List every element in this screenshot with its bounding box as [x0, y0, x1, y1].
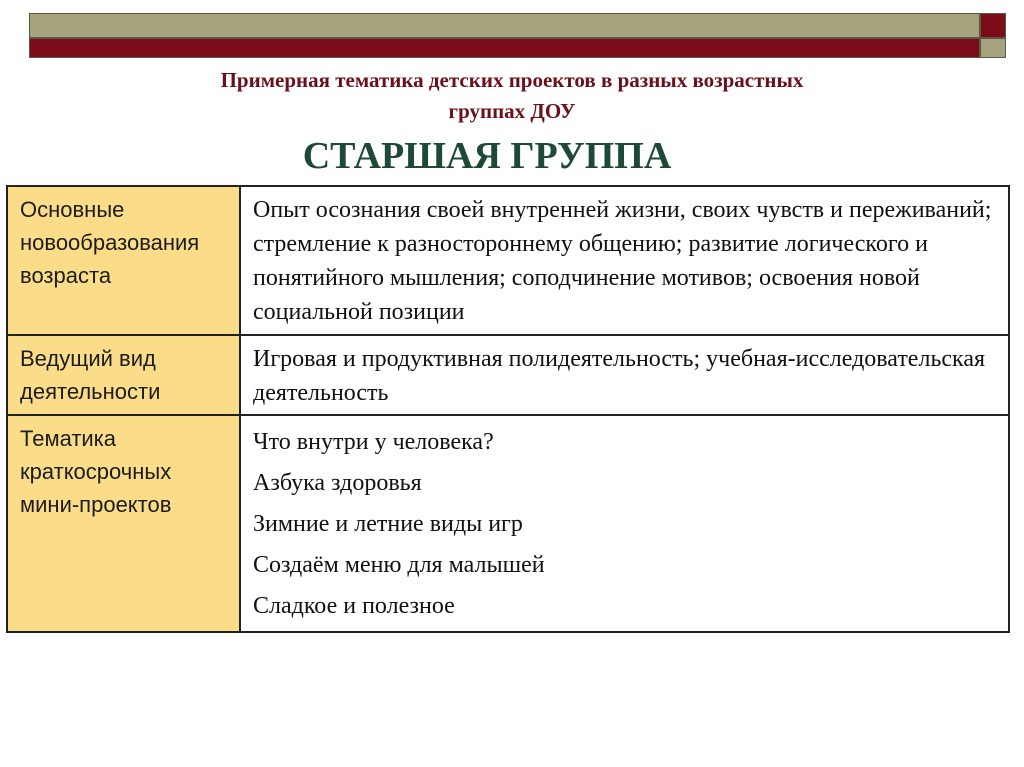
topic-item: Создаём меню для малышей: [253, 552, 545, 578]
topic-item: Что внутри у человека?: [253, 429, 494, 455]
table-row: [7, 335, 1009, 415]
row-value-cell: [240, 186, 1009, 335]
table-row: [7, 186, 1009, 335]
table-row: [7, 415, 1009, 632]
row-value-text: Игровая и продуктивная полидеятельность; учебная-исследовательская деятельность: [253, 346, 986, 406]
header-decor-square-maroon: [980, 13, 1006, 38]
topic-item: Сладкое и полезное: [253, 593, 455, 619]
row-label-cell: Основные новообразования возраста: [7, 186, 240, 335]
row-value-cell: [240, 335, 1009, 415]
row-label-cell: Тематика краткосрочных мини-проектов: [7, 415, 240, 632]
subtitle-line-2: группах ДОУ: [448, 99, 576, 123]
topic-item: Зимние и летние виды игр: [253, 511, 523, 537]
topic-list: [240, 415, 1009, 632]
info-table: [6, 185, 1010, 633]
header-decor-square-olive: [980, 38, 1006, 58]
page-title: СТАРШАЯ ГРУППА: [302, 135, 672, 177]
row-label-cell: Ведущий вид деятельности: [7, 335, 240, 415]
topic-item: Азбука здоровья: [253, 470, 422, 496]
row-value-text: Опыт осознания своей внутренней жизни, своих чувств и переживаний; стремление к разностороннему общению; развитие логического и понятийного мышления; соподчинение мотивов; освоения новой социальной позиции: [253, 197, 992, 325]
subtitle-line-1: Примерная тематика детских проектов в разных возрастных: [220, 68, 804, 92]
header-decor-bar-maroon: [29, 38, 980, 58]
header-decor-bar-olive: [29, 13, 980, 38]
